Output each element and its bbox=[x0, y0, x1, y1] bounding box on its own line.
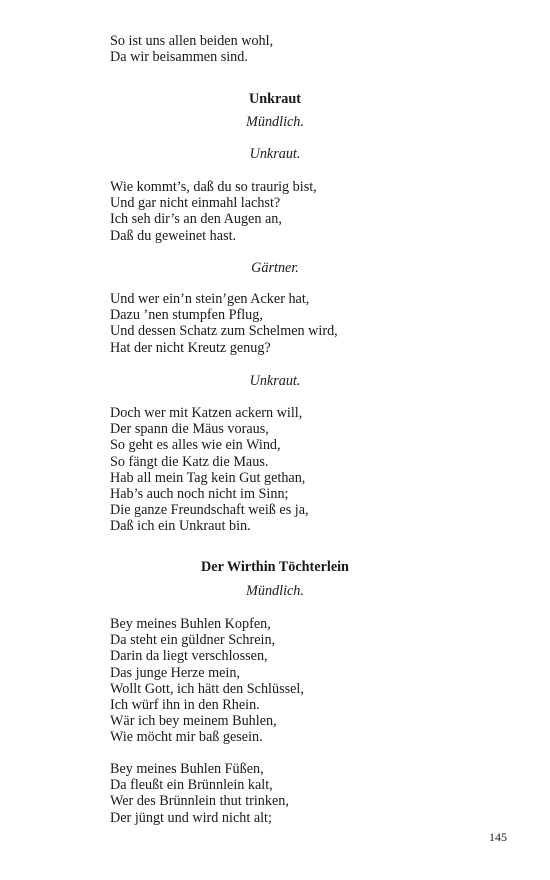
verse-line: Ich würf ihn in den Rhein. bbox=[110, 696, 260, 713]
verse-line: Hab all mein Tag kein Gut gethan, bbox=[110, 469, 306, 486]
stanza bbox=[110, 291, 338, 356]
verse-line: Der spann die Mäus voraus, bbox=[110, 421, 269, 438]
verse-line: Doch wer mit Katzen ackern will, bbox=[110, 405, 303, 421]
verse-line: Wär ich bey meinem Buhlen, bbox=[110, 713, 277, 730]
poem-title: Der Wirthin Töchterlein bbox=[201, 559, 349, 575]
verse-line: Darin da liegt verschlossen, bbox=[110, 648, 268, 665]
poem-source: Mündlich. bbox=[246, 583, 304, 599]
verse-line: Und gar nicht einmahl lachst? bbox=[110, 195, 281, 212]
stanza bbox=[110, 761, 289, 826]
speaker-label: Gärtner. bbox=[251, 260, 299, 276]
verse-line: Wollt Gott, ich hätt den Schlüssel, bbox=[110, 680, 304, 697]
verse-line: Bey meines Buhlen Füßen, bbox=[110, 761, 264, 777]
verse-line: Wie möcht mir baß gesein. bbox=[110, 729, 263, 746]
verse-line: So fängt die Katz die Maus. bbox=[110, 453, 269, 470]
verse-line: Der jüngt und wird nicht alt; bbox=[110, 809, 272, 826]
verse-line: So geht es alles wie ein Wind, bbox=[110, 437, 281, 454]
stanza bbox=[110, 405, 309, 535]
page-number: 145 bbox=[489, 830, 507, 844]
speaker-label: Unkraut. bbox=[249, 146, 301, 162]
verse-line: Ich seh dir’s an den Augen an, bbox=[110, 211, 282, 228]
verse-line: Wer des Brünnlein thut trinken, bbox=[110, 793, 289, 810]
verse-line: Daß du geweinet hast. bbox=[110, 227, 237, 244]
verse-line: Da fleußt ein Brünnlein kalt, bbox=[110, 777, 273, 794]
verse-line: Und wer ein’n stein’gen Acker hat, bbox=[110, 291, 310, 307]
poem-title: Unkraut bbox=[248, 91, 302, 107]
poem-source: Mündlich. bbox=[246, 114, 304, 130]
verse-line: Da steht ein güldner Schrein, bbox=[110, 632, 276, 649]
intro-stanza bbox=[110, 33, 273, 65]
verse-line: Hat der nicht Kreutz genug? bbox=[110, 339, 271, 356]
stanza bbox=[110, 179, 317, 244]
verse-line: Daß ich ein Unkraut bin. bbox=[110, 518, 251, 535]
verse-line: Hab’s auch noch nicht im Sinn; bbox=[110, 485, 289, 502]
verse-line: Und dessen Schatz zum Schelmen wird, bbox=[110, 323, 338, 340]
verse-line: Da wir beisammen sind. bbox=[110, 49, 248, 66]
verse-line: Dazu ’nen stumpfen Pflug, bbox=[110, 307, 263, 324]
stanza bbox=[110, 616, 304, 746]
verse-line: Bey meines Buhlen Kopfen, bbox=[110, 616, 271, 632]
verse-line: Wie kommt’s, daß du so traurig bist, bbox=[110, 179, 317, 195]
verse-line: So ist uns allen beiden wohl, bbox=[110, 33, 274, 49]
verse-line: Das junge Herze mein, bbox=[110, 664, 241, 681]
verse-line: Die ganze Freundschaft weiß es ja, bbox=[110, 502, 309, 519]
speaker-label: Unkraut. bbox=[249, 373, 301, 389]
